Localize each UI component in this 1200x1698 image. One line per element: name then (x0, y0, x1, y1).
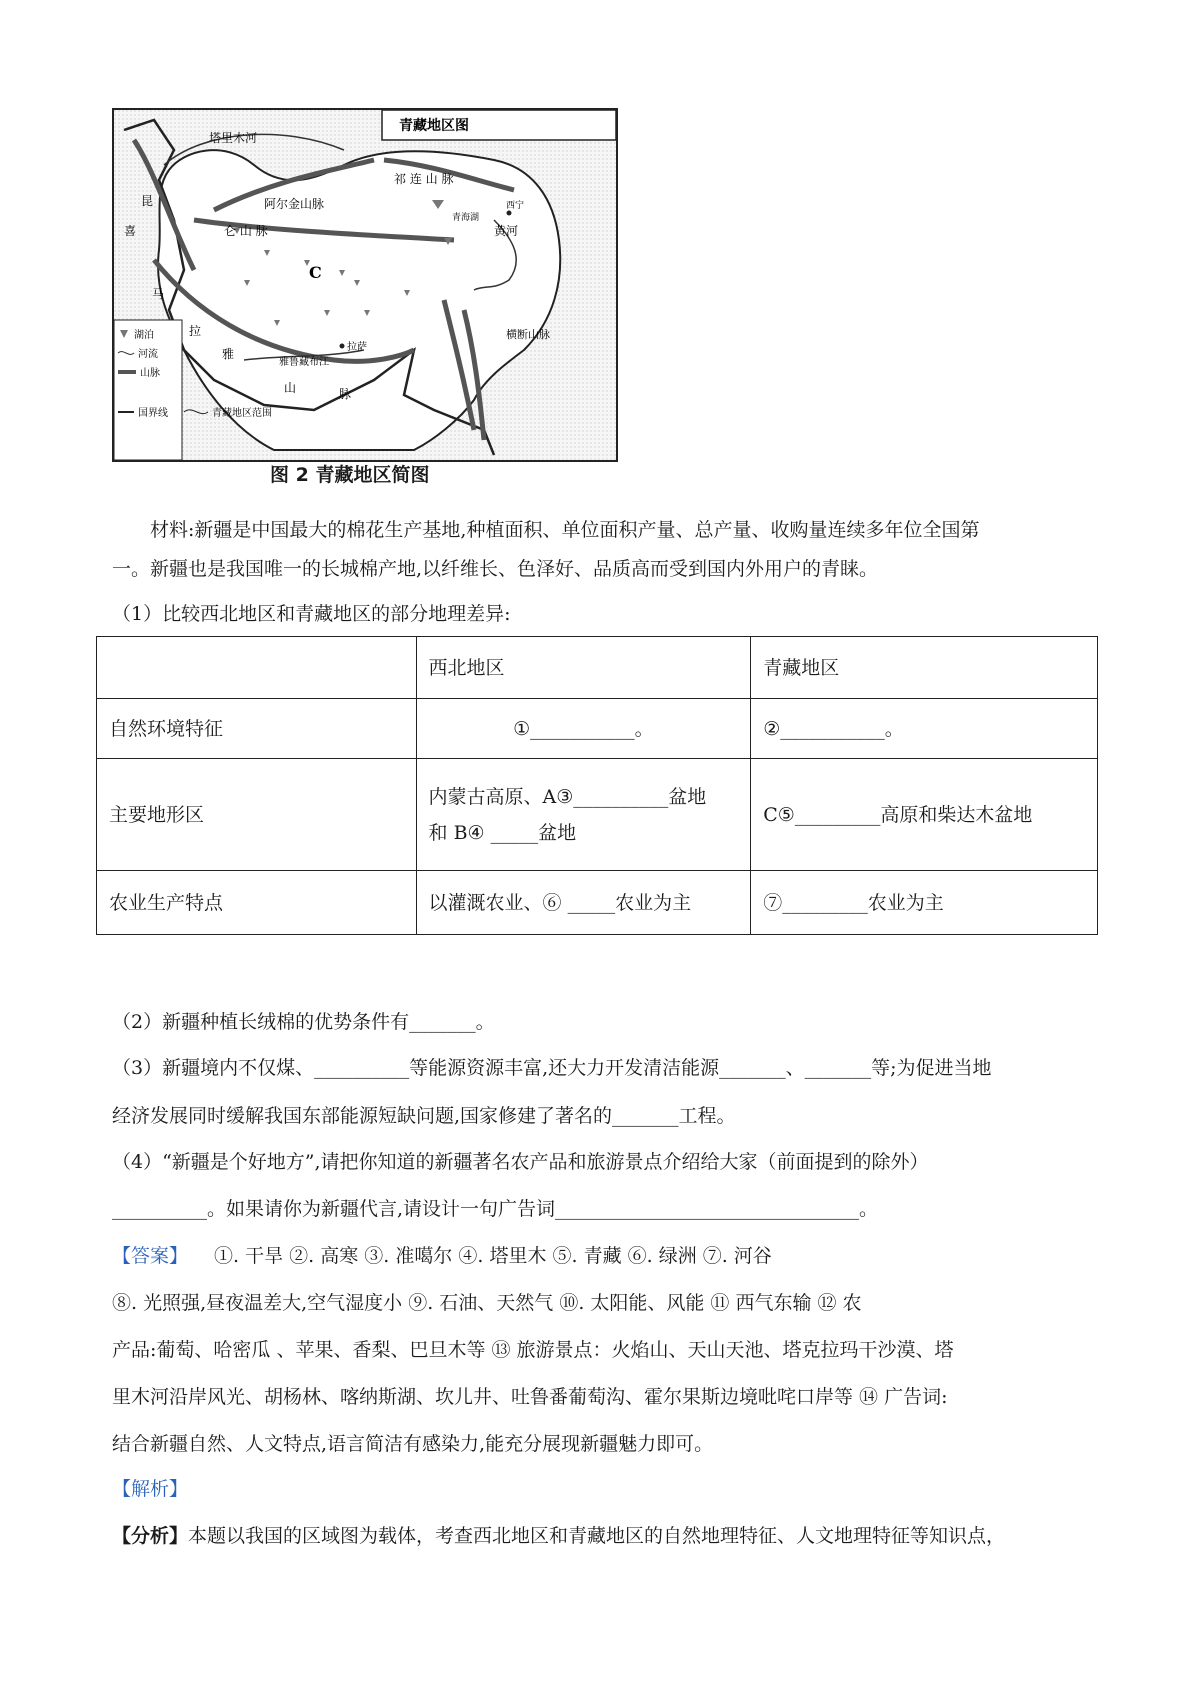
table-row (97, 637, 1098, 699)
label-hima-4: 雅 (222, 347, 235, 361)
label-altun: 阿尔金山脉 (264, 197, 325, 211)
table-header-empty (97, 637, 417, 699)
answer-tag: 【答案】 (112, 1245, 189, 1267)
label-kunlun: 昆 (141, 194, 154, 208)
label-qinghai-lake: 青海湖 (452, 213, 480, 223)
label-lhasa: 拉萨 (347, 342, 367, 353)
cell-nature-northwest: ①___________。 (416, 699, 751, 759)
legend-region: 青藏地区范围 (212, 408, 272, 419)
material-line-2: 一。新疆也是我国唯一的长城棉产地,以纤维长、色泽好、品质高而受到国内外用户的青睐。 (112, 558, 879, 580)
label-hima-1: 喜 (124, 224, 137, 238)
label-hima-3: 拉 (189, 324, 202, 338)
table-header-northwest: 西北地区 (416, 637, 751, 699)
label-c: C (309, 263, 322, 282)
row-label-terrain: 主要地形区 (97, 759, 417, 871)
label-hima-6: 脉 (339, 387, 352, 401)
cell-terrain-northwest-line-2: 和 B④ _____盆地 (428, 821, 577, 844)
label-kunlun-range: 仑 山 脉 (224, 224, 268, 238)
label-tarim: 塔里木河 (209, 131, 258, 145)
legend-box (114, 320, 182, 460)
lhasa-dot (340, 344, 345, 349)
answer-line-5: 结合新疆自然、人文特点,语言简洁有感染力,能充分展现新疆魅力即可。 (112, 1433, 714, 1455)
table-row (97, 871, 1098, 935)
cell-nature-qingzang: ②___________。 (751, 699, 1098, 759)
label-hima-5: 山 (284, 381, 297, 395)
cell-terrain-northwest (416, 759, 751, 871)
row-label-nature: 自然环境特征 (97, 699, 417, 759)
question-2: （2）新疆种植长绒棉的优势条件有_______。 (112, 1011, 495, 1033)
answer-line-1 (112, 1240, 772, 1272)
legend-mountain: 山脉 (140, 368, 160, 379)
question-3-line-2: 经济发展同时缓解我国东部能源短缺问题,国家修建了著名的_______工程。 (112, 1105, 736, 1127)
answer-text-1: ①. 干旱 ②. 高寒 ③. 准噶尔 ④. 塔里木 ⑤. 青藏 ⑥. 绿洲 ⑦. 河谷 (214, 1245, 772, 1267)
label-qilian: 祁 连 山 脉 (394, 172, 454, 186)
label-yellow: 黄河 (494, 224, 519, 238)
table-row (97, 759, 1098, 871)
cell-agriculture-qingzang: ⑦_________农业为主 (751, 871, 1098, 935)
comparison-table (96, 636, 1098, 935)
map-caption: 图 2 青藏地区简图 (270, 464, 430, 486)
legend-border: 国界线 (138, 408, 168, 419)
table-header-qingzang: 青藏地区 (751, 637, 1098, 699)
qingzang-map (114, 110, 616, 460)
material-line-1: 材料:新疆是中国最大的棉花生产基地,种植面积、单位面积产量、总产量、收购量连续多年位全国第 (150, 519, 980, 541)
cell-terrain-qingzang: C⑤_________高原和柴达木盆地 (751, 759, 1098, 871)
label-xining: 西宁 (506, 201, 525, 211)
label-hima-2: 马 (152, 287, 165, 301)
cell-terrain-northwest-line-1: 内蒙古高原、A③__________盆地 (428, 785, 707, 808)
row-label-agriculture: 农业生产特点 (97, 871, 417, 935)
answer-line-3: 产品:葡萄、哈密瓜 、苹果、香梨、巴旦木等 ⑬ 旅游景点：火焰山、天山天池、塔克拉玛干沙漠、塔 (112, 1339, 954, 1361)
analysis-sub-tag: 【分析】 (112, 1525, 189, 1547)
legend-river: 河流 (138, 349, 158, 360)
legend-lake: 湖泊 (134, 330, 154, 341)
question-4-line-1: （4）“新疆是个好地方”,请把你知道的新疆著名农产品和旅游景点介绍给大家（前面提到的除外） (112, 1151, 929, 1173)
cell-agriculture-northwest: 以灌溉农业、⑥ _____农业为主 (416, 871, 751, 935)
map-figure (112, 108, 618, 462)
analysis-line-1 (112, 1520, 1005, 1552)
analysis-tag: 【解析】 (112, 1478, 189, 1500)
answer-line-4: 里木河沿岸风光、胡杨林、喀纳斯湖、坎儿井、吐鲁番葡萄沟、霍尔果斯边境吡咤口岸等 ⑭ 广告词: (112, 1386, 948, 1408)
analysis-text-1: 本题以我国的区域图为载体，考查西北地区和青藏地区的自然地理特征、人文地理特征等知识点， (188, 1525, 1006, 1547)
label-hengduan: 横断山脉 (506, 328, 550, 341)
answer-line-2: ⑧. 光照强,昼夜温差大,空气湿度小 ⑨. 石油、天然气 ⑩. 太阳能、风能 ⑪ 西气东输 ⑫ 农 (112, 1292, 862, 1314)
question-4-line-2: __________。如果请你为新疆代言,请设计一句广告词________________________________。 (112, 1198, 879, 1220)
table-row (97, 699, 1098, 759)
question-3-line-1: （3）新疆境内不仅煤、__________等能源资源丰富,还大力开发清洁能源_______、_______等;为促进当地 (112, 1057, 992, 1079)
question-1: （1）比较西北地区和青藏地区的部分地理差异: (112, 603, 511, 625)
map-title: 青藏地区图 (399, 118, 469, 134)
label-yarlung: 雅鲁藏布江 (279, 357, 329, 368)
xining-dot (507, 211, 512, 216)
